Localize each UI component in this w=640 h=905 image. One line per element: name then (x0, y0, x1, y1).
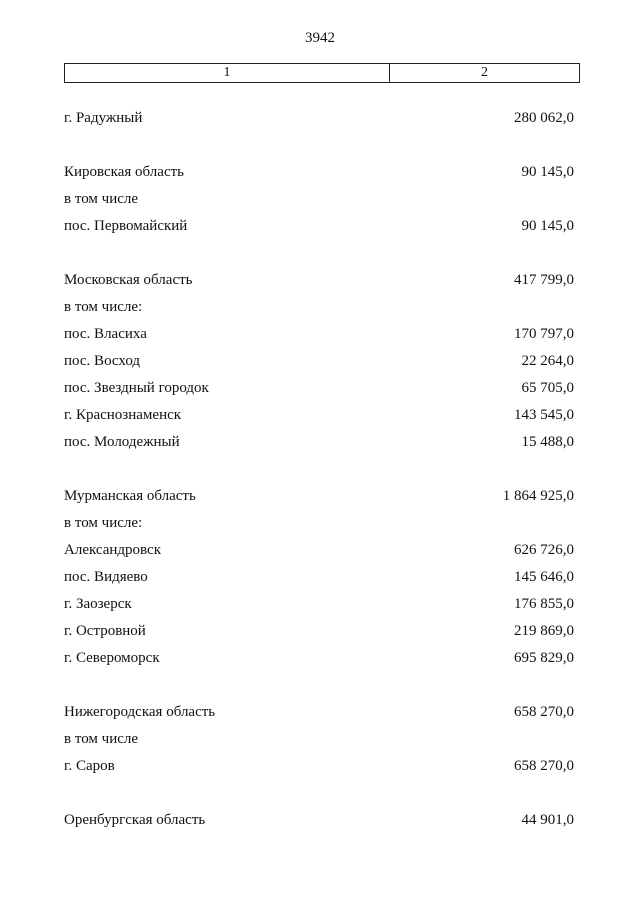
row-value: 44 901,0 (521, 812, 574, 828)
row-value: 65 705,0 (521, 380, 574, 396)
row-name: в том числе (64, 191, 139, 207)
row-value: 658 270,0 (514, 704, 574, 720)
row-name: пос. Видяево (64, 569, 148, 585)
row-value: 658 270,0 (514, 758, 574, 774)
row-value: 145 646,0 (514, 569, 574, 585)
row-value: 15 488,0 (521, 434, 574, 450)
row-value: 170 797,0 (514, 326, 574, 342)
table-row (64, 214, 574, 241)
row-value: 143 545,0 (514, 407, 574, 423)
row-value: 90 145,0 (521, 164, 574, 180)
row-value: 695 829,0 (514, 650, 574, 666)
row-value: 417 799,0 (514, 272, 574, 288)
row-value: 1 864 925,0 (502, 488, 574, 504)
column-header-1: 1 (65, 64, 390, 82)
row-name: г. Островной (64, 623, 146, 639)
table-row (64, 349, 574, 376)
row-value: 22 264,0 (521, 353, 574, 369)
table-spacer-row (64, 457, 574, 484)
row-name: в том числе: (64, 515, 143, 531)
row-value: 280 062,0 (514, 110, 574, 126)
row-name: г. Краснознаменск (64, 407, 182, 423)
table-row (64, 484, 574, 511)
row-name: пос. Власиха (64, 326, 147, 342)
row-name: Нижегородская область (64, 704, 216, 720)
table-row (64, 727, 574, 754)
row-name: пос. Первомайский (64, 218, 188, 234)
table-row (64, 538, 574, 565)
row-name: пос. Молодежный (64, 434, 180, 450)
table-row (64, 295, 574, 322)
budget-table-body (64, 106, 574, 835)
row-name: г. Саров (64, 758, 115, 774)
row-name: Мурманская область (64, 488, 196, 504)
row-name: г. Радужный (64, 110, 143, 126)
column-header-2: 2 (481, 65, 488, 80)
table-row (64, 268, 574, 295)
table-row (64, 322, 574, 349)
table-spacer-row (64, 241, 574, 268)
row-name: г. Заозерск (64, 596, 132, 612)
column-header-table (64, 63, 580, 83)
row-name: г. Североморск (64, 650, 160, 666)
table-spacer-row (64, 781, 574, 808)
table-row (64, 619, 574, 646)
table-row (64, 376, 574, 403)
row-value: 90 145,0 (521, 218, 574, 234)
table-spacer-row (64, 673, 574, 700)
table-row (64, 646, 574, 673)
table-row (64, 808, 574, 835)
row-name: Кировская область (64, 164, 185, 180)
row-value: 176 855,0 (514, 596, 574, 612)
table-row (64, 565, 574, 592)
page-number: 3942 (305, 30, 335, 46)
table-row (64, 106, 574, 133)
table-spacer-row (64, 133, 574, 160)
table-row (64, 160, 574, 187)
row-name: Александровск (64, 542, 161, 558)
table-row (64, 430, 574, 457)
row-name: пос. Восход (64, 353, 141, 369)
table-row (64, 592, 574, 619)
row-value: 626 726,0 (514, 542, 574, 558)
row-name: пос. Звездный городок (64, 380, 209, 396)
row-name: Московская область (64, 272, 193, 288)
row-value: 219 869,0 (514, 623, 574, 639)
table-row (64, 187, 574, 214)
row-name: в том числе: (64, 299, 143, 315)
row-name: Оренбургская область (64, 812, 206, 828)
row-name: в том числе (64, 731, 139, 747)
table-row (64, 511, 574, 538)
table-row (64, 403, 574, 430)
table-row (64, 700, 574, 727)
table-row (64, 754, 574, 781)
